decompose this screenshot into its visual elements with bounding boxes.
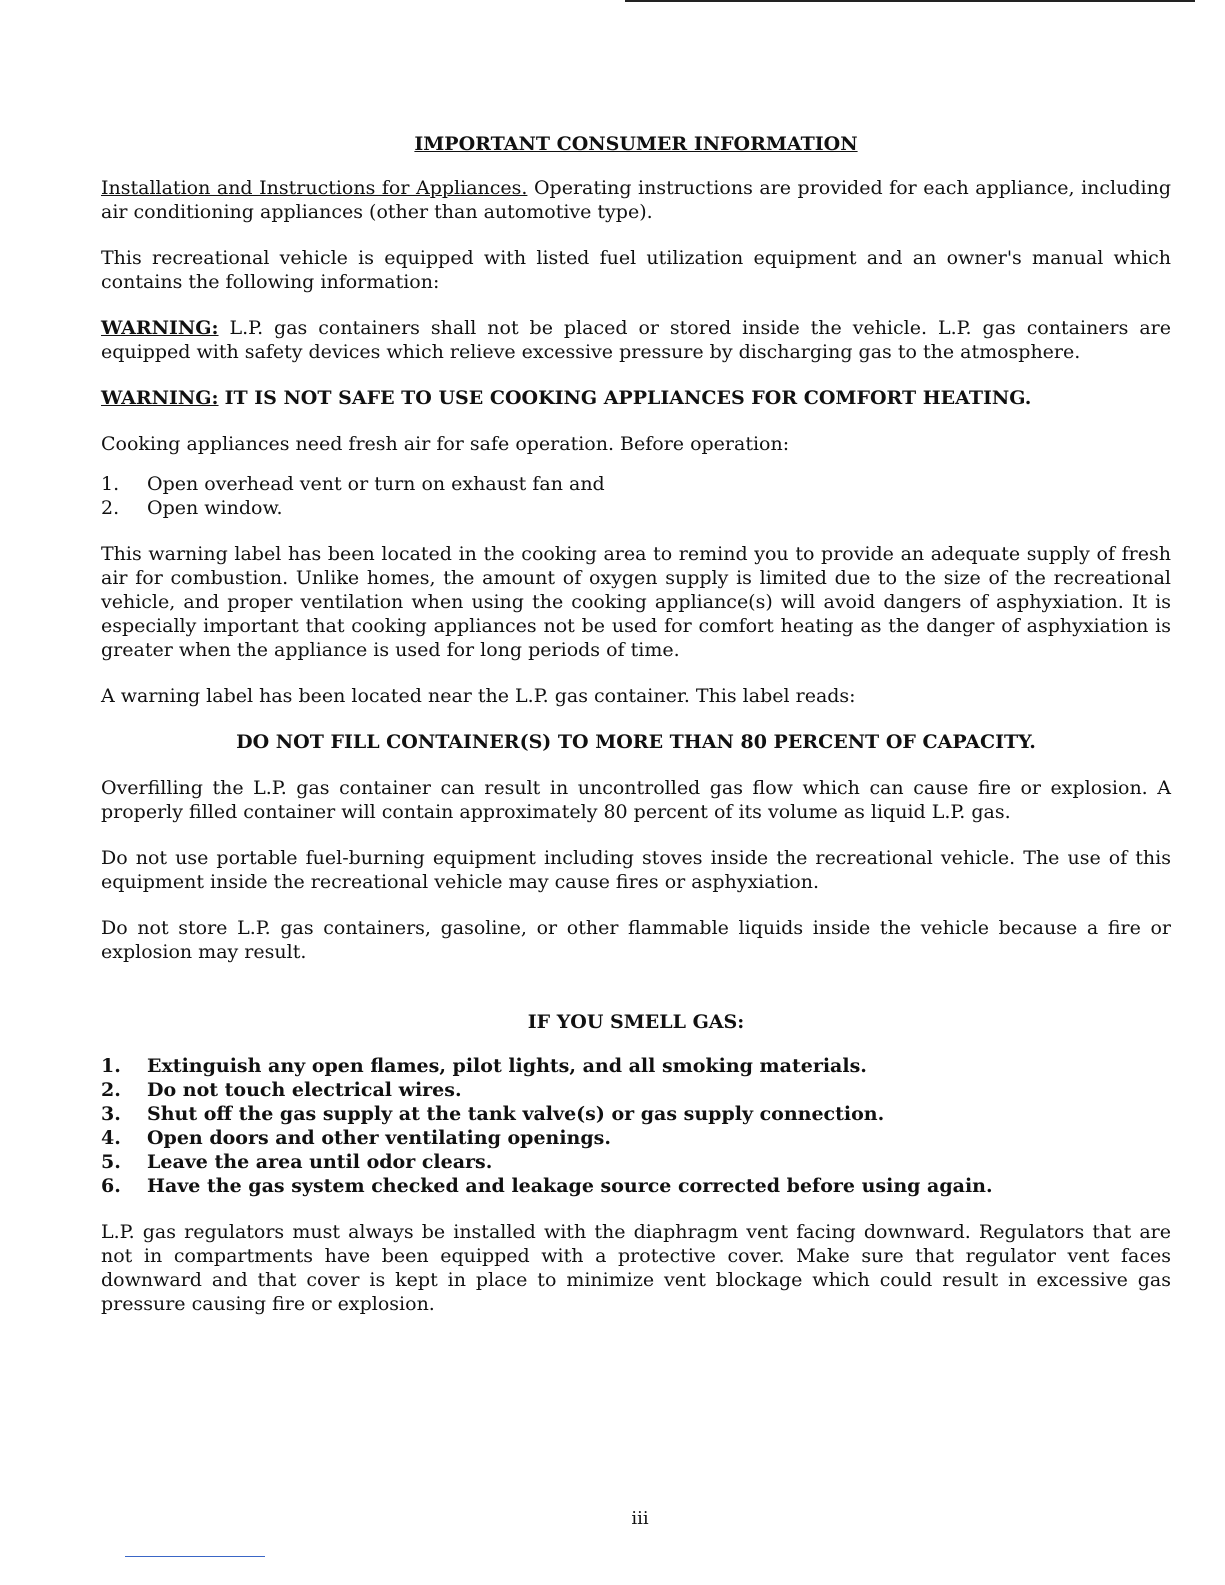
list-number: 3. xyxy=(101,1103,121,1125)
regulators-paragraph: L.P. gas regulators must always be installed with the diaphragm vent facing downward. Regulators that are not in compartments have been equipped with a protective cover. Make sure that regulator vent faces downward and that cover is kept in place to minimize vent blockage which could result in excessive gas pressure causing fire or explosion. xyxy=(101,1221,1171,1315)
list-text: Leave the area until odor clears. xyxy=(147,1151,493,1173)
page-number: iii xyxy=(631,1508,649,1529)
intro-text: Operating instructions are provided for each appliance, including air conditioning appliances (other than automotive type). xyxy=(101,177,1171,223)
document-page xyxy=(101,132,1171,1338)
list-number: 4. xyxy=(101,1127,121,1149)
overfill-paragraph: Overfilling the L.P. gas container can result in uncontrolled gas flow which can cause fire or explosion. A properly filled container will contain approximately 80 percent of its volume as liquid L.P. gas. xyxy=(101,777,1171,823)
warning-containers xyxy=(101,316,1171,364)
smell-gas-steps xyxy=(101,1054,1171,1198)
top-rule xyxy=(625,0,1195,2)
warning-text: L.P. gas containers shall not be placed or stored inside the vehicle. L.P. gas containers are equipped with safety devices which relieve excessive pressure by discharging gas to the atmosphere. xyxy=(101,317,1171,363)
intro-heading: Installation and Instructions for Appliances. xyxy=(101,177,528,199)
list-item xyxy=(101,1126,1171,1150)
list-item xyxy=(101,1150,1171,1174)
list-item xyxy=(101,496,1171,520)
warning-text: IT IS NOT SAFE TO USE COOKING APPLIANCES FOR COMFORT HEATING. xyxy=(224,387,1032,409)
list-number: 2. xyxy=(101,1079,121,1101)
container-label-text: DO NOT FILL CONTAINER(S) TO MORE THAN 80 PERCENT OF CAPACITY. xyxy=(236,731,1036,753)
store-paragraph: Do not store L.P. gas containers, gasoline, or other flammable liquids inside the vehicle because a fire or explosion may result. xyxy=(101,917,1171,963)
cooking-steps xyxy=(101,472,1171,520)
list-text: Have the gas system checked and leakage source corrected before using again. xyxy=(147,1175,993,1197)
list-text: Extinguish any open flames, pilot lights, and all smoking materials. xyxy=(147,1055,867,1077)
list-text: Open doors and other ventilating openings. xyxy=(147,1127,611,1149)
list-item xyxy=(101,1054,1171,1078)
warning-label: WARNING: xyxy=(101,387,219,409)
list-text: Do not touch electrical wires. xyxy=(147,1079,462,1101)
label-near-paragraph: A warning label has been located near the L.P. gas container. This label reads: xyxy=(101,685,856,707)
bottom-rule xyxy=(125,1556,265,1557)
warning-label: WARNING: xyxy=(101,317,219,339)
equipped-paragraph: This recreational vehicle is equipped with listed fuel utilization equipment and an owner's manual which contains the following information: xyxy=(101,247,1171,293)
portable-paragraph: Do not use portable fuel-burning equipment including stoves inside the recreational vehicle. The use of this equipment inside the recreational vehicle may cause fires or asphyxiation. xyxy=(101,847,1171,893)
list-number: 2. xyxy=(101,497,120,519)
list-item xyxy=(101,472,1171,496)
cooking-paragraph: Cooking appliances need fresh air for safe operation. Before operation: xyxy=(101,433,790,455)
list-item xyxy=(101,1174,1171,1198)
warning-heating xyxy=(101,386,1171,410)
list-text: Open window. xyxy=(147,497,283,519)
smell-gas-heading: IF YOU SMELL GAS: xyxy=(527,1011,745,1033)
list-text: Open overhead vent or turn on exhaust fan and xyxy=(147,473,605,495)
list-number: 6. xyxy=(101,1175,121,1197)
warning-label-paragraph: This warning label has been located in the cooking area to remind you to provide an adequate supply of fresh air for combustion. Unlike homes, the amount of oxygen supply is limited due to the size of the recreational vehicle, and proper ventilation when using the cooking appliance(s) will avoid dangers of asphyxiation. It is especially important that cooking appliances not be used for comfort heating as the danger of asphyxiation is greater when the appliance is used for long periods of time. xyxy=(101,543,1171,661)
page-title: IMPORTANT CONSUMER INFORMATION xyxy=(414,133,858,155)
list-number: 1. xyxy=(101,473,120,495)
list-number: 5. xyxy=(101,1151,121,1173)
list-text: Shut off the gas supply at the tank valve(s) or gas supply connection. xyxy=(147,1103,885,1125)
list-item xyxy=(101,1102,1171,1126)
list-number: 1. xyxy=(101,1055,121,1077)
list-item xyxy=(101,1078,1171,1102)
intro-paragraph xyxy=(101,176,1171,224)
